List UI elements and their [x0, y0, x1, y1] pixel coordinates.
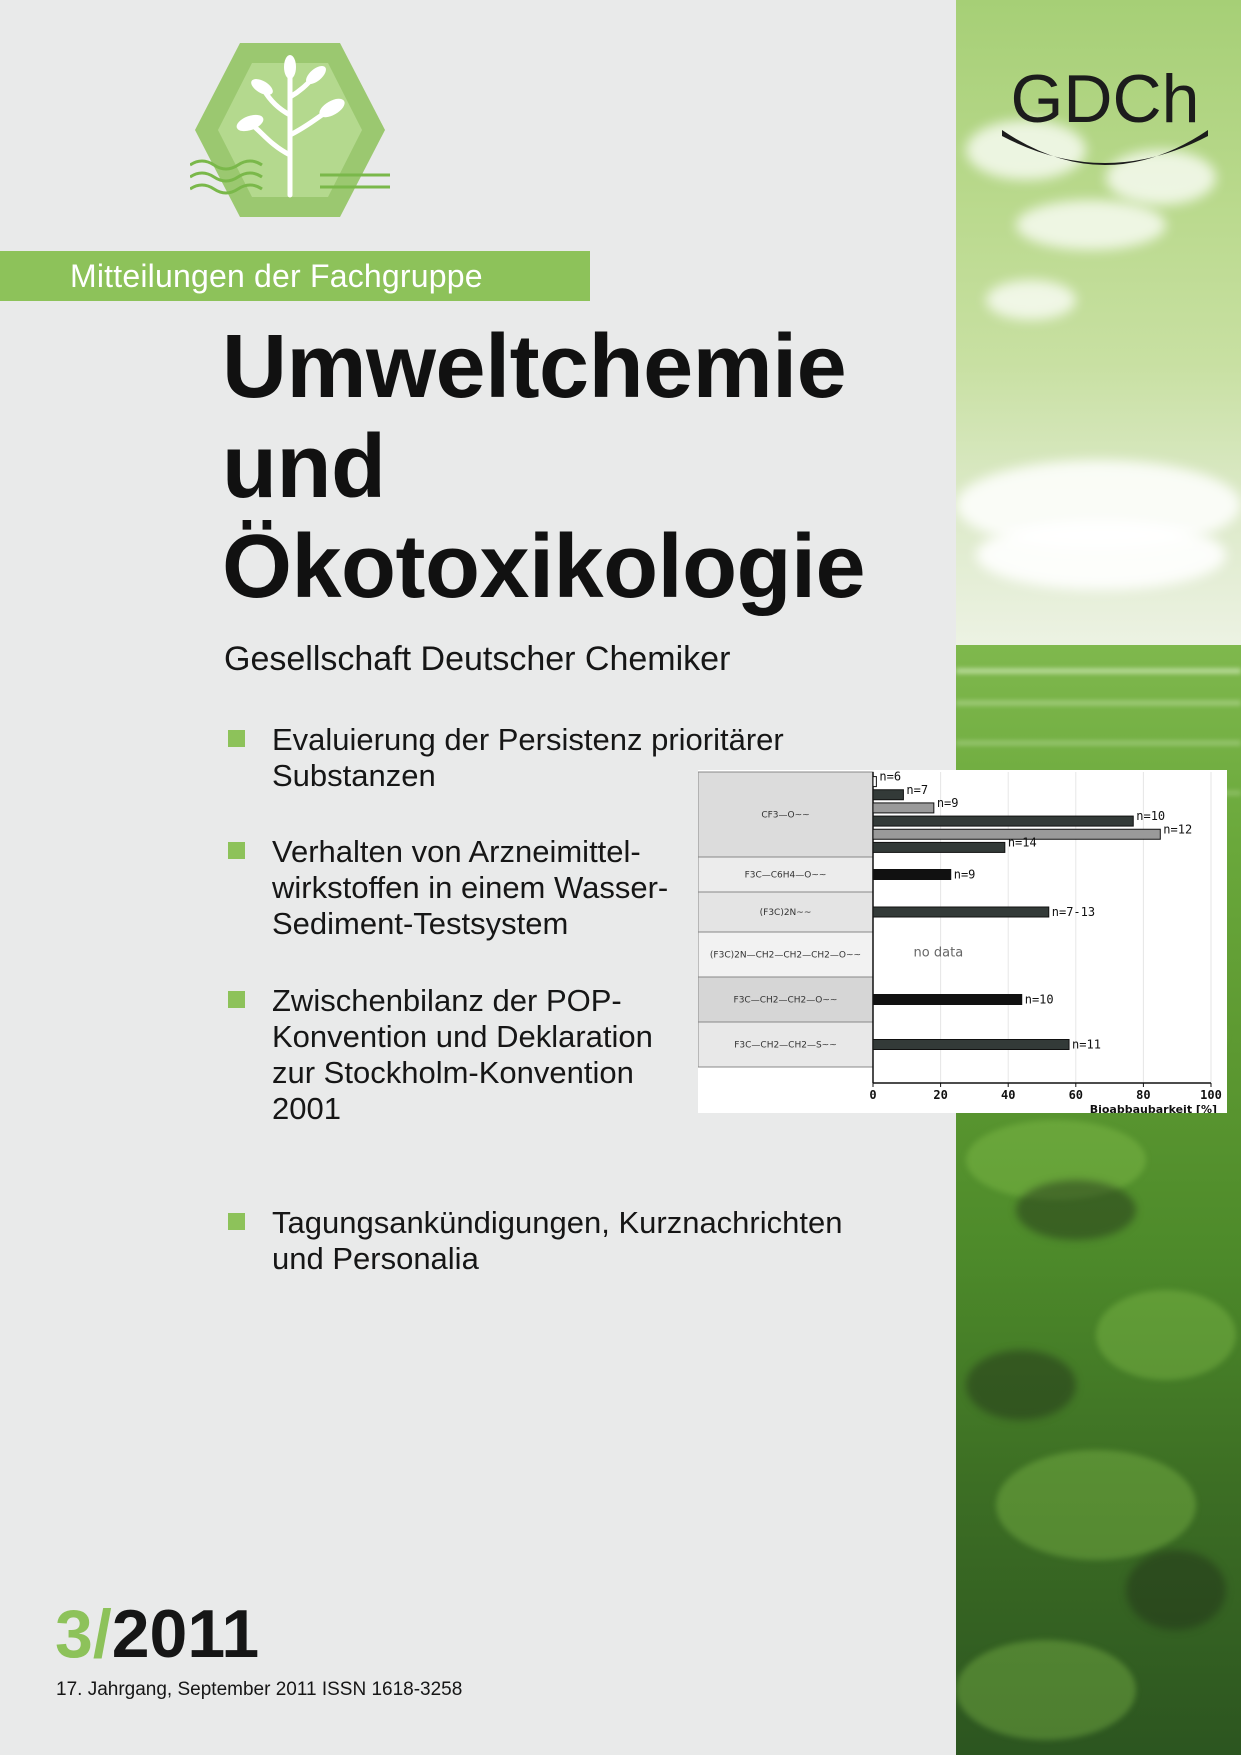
topic-3: Zwischenbilanz der POP- Konvention und Deklaration zur Stockholm-Konvention 2001 [272, 983, 653, 1126]
biodegradability-chart [698, 770, 1227, 1113]
bar-data-label: n=7 [906, 782, 929, 797]
issue-number [55, 1596, 260, 1672]
bullet-square-icon [228, 730, 245, 747]
bar-data-label: n=7-13 [1051, 905, 1096, 919]
structure-label: F3C—CH2—CH2—O~~ [733, 995, 838, 1006]
issue-year: 2011 [111, 1596, 260, 1672]
svg-text:GDCh: GDCh [1010, 61, 1200, 137]
bullet-square-icon [228, 1213, 245, 1230]
title-line-1: Umweltchemie [222, 317, 847, 417]
bar-data-label: n=11 [1072, 1037, 1101, 1052]
bar-data-label: n=12 [1163, 822, 1193, 837]
footer-info: 17. Jahrgang, September 2011 ISSN 1618-3258 [56, 1679, 463, 1700]
bar-data-label: n=14 [1007, 835, 1037, 850]
x-tick-label: 100 [1200, 1088, 1222, 1102]
x-tick-label: 40 [1000, 1088, 1016, 1102]
bar [873, 816, 1133, 826]
gdch-logo [990, 60, 1220, 180]
topic-2: Verhalten von Arzneimittel- wirkstoffen in einem Wasser- Sediment-Testsystem [272, 834, 669, 941]
bar [873, 777, 876, 787]
bullet-square-icon [228, 842, 245, 859]
structure-label: F3C—CH2—CH2—S~~ [734, 1040, 837, 1051]
title-line-3: Ökotoxikologie [222, 517, 866, 617]
bar-data-label: n=6 [879, 770, 902, 784]
structure-label: CF3—O~~ [761, 810, 810, 821]
bar [873, 790, 903, 800]
bar-data-label: n=9 [936, 795, 959, 810]
x-axis-label: Bioabbaubarkeit [%] [1089, 1103, 1217, 1113]
bar-data-label: n=9 [953, 867, 976, 882]
structure-label: (F3C)2N~~ [759, 908, 812, 918]
x-tick-label: 80 [1136, 1088, 1151, 1102]
bar-data-label: n=10 [1024, 992, 1054, 1007]
x-tick-label: 60 [1068, 1088, 1084, 1102]
issue-number-prefix: 3/ [55, 1596, 112, 1672]
bar [873, 803, 934, 813]
x-tick-label: 20 [933, 1088, 948, 1102]
title-line-2: und [222, 417, 386, 517]
plant-hexagon-logo [190, 35, 390, 225]
society-name: Gesellschaft Deutscher Chemiker [224, 640, 731, 678]
bar [873, 870, 951, 880]
bullet-square-icon [228, 991, 245, 1008]
bar-data-label: n=10 [1136, 809, 1166, 824]
bar [873, 1040, 1069, 1050]
structure-label: (F3C)2N—CH2—CH2—CH2—O~~ [709, 950, 862, 961]
topic-1: Evaluierung der Persistenz prioritärer Substanzen [272, 722, 784, 793]
x-tick-label: 0 [869, 1088, 877, 1102]
bar [873, 907, 1049, 917]
subtitle-text: Mitteilungen der Fachgruppe [70, 258, 483, 294]
no-data-label: no data [913, 945, 964, 961]
structure-label: F3C—C6H4—O~~ [744, 870, 827, 881]
bar [873, 995, 1022, 1005]
chart-svg [698, 770, 1227, 1113]
bar [873, 842, 1005, 852]
topic-4: Tagungsankündigungen, Kurznachrichten und Personalia [272, 1205, 843, 1276]
